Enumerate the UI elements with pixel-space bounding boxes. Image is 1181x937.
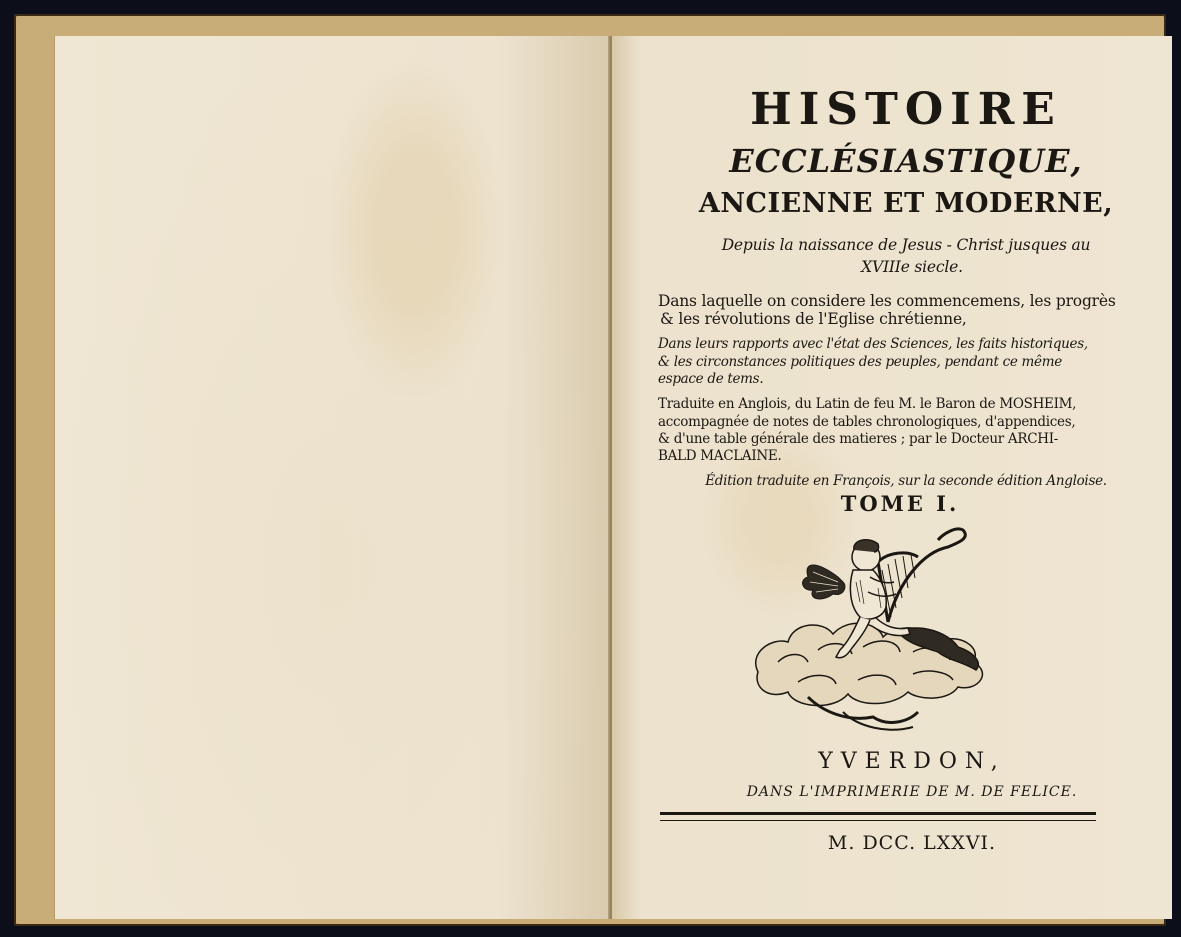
book-subtitle: ECCLÉSIASTIQUE, xyxy=(729,142,1083,180)
open-book xyxy=(14,14,1166,926)
dans-line-2: & les révolutions de l'Eglise chrétienne, xyxy=(660,310,967,328)
publication-year: M. DCC. LXXVI. xyxy=(827,832,997,854)
blank-left-page xyxy=(54,36,609,919)
rapports-line-2: & les circonstances politiques des peuples, pendant ce même xyxy=(658,354,1062,370)
depuis-line-1: Depuis la naissance de Jesus - Christ jusques au xyxy=(721,236,1091,254)
traduite-line-3: & d'une table générale des matieres ; par le Docteur ARCHI- xyxy=(658,431,1059,447)
volume-number: TOME I. xyxy=(840,491,960,516)
double-rule xyxy=(660,812,1096,821)
traduite-line-1: Traduite en Anglois, du Latin de feu M. le Baron de MOSHEIM, xyxy=(658,396,1077,412)
book-subtitle-2: ANCIENNE ET MODERNE, xyxy=(698,188,1114,219)
rapports-line-1: Dans leurs rapports avec l'état des Sciences, les faits historiques, xyxy=(658,336,1088,352)
title-page xyxy=(612,36,1172,919)
printer-line: DANS L'IMPRIMERIE DE M. DE FELICE. xyxy=(746,784,1078,800)
dans-line-1: Dans laquelle on considere les commencemens, les progrès xyxy=(658,292,1116,310)
edition-note: Édition traduite en François, sur la seconde édition Angloise. xyxy=(705,473,1107,489)
traduite-line-2: accompagnée de notes de tables chronologiques, d'appendices, xyxy=(658,414,1076,430)
book-title: HISTOIRE xyxy=(750,84,1062,135)
traduite-line-4: BALD MACLAINE. xyxy=(658,448,782,464)
publication-place: YVERDON, xyxy=(818,749,1006,774)
rapports-line-3: espace de tems. xyxy=(658,371,764,387)
depuis-line-2: XVIIIe siecle. xyxy=(861,258,963,276)
cherub-with-harp-on-cloud-icon xyxy=(748,522,998,737)
